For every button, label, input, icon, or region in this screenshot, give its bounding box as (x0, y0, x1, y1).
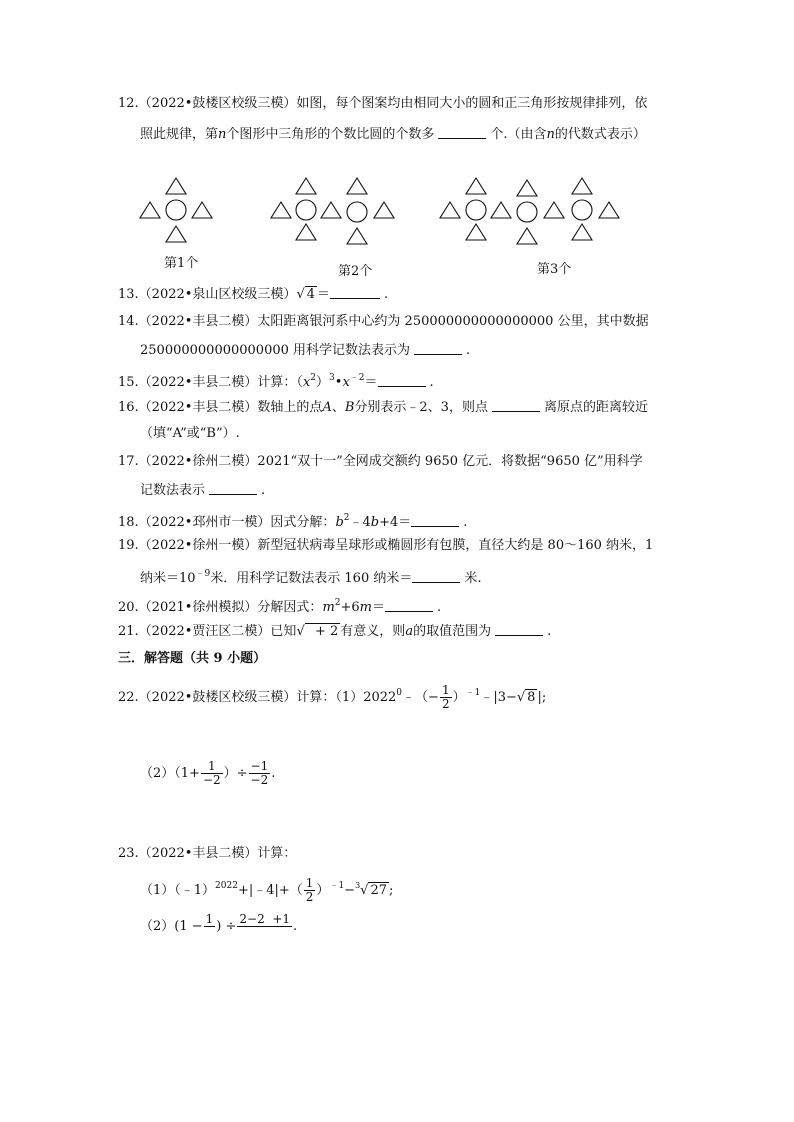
triangle-shape (347, 228, 367, 244)
q16-line2: （填“A”或“B”）. (140, 426, 240, 441)
q23-part2: （2）(1 − 1 ) ÷ 2−2 +1 . (140, 913, 297, 940)
triangle-shape (347, 178, 367, 194)
fraction: 2−2 +1 (239, 912, 291, 926)
circle-shape (517, 202, 537, 222)
circle-shape (466, 200, 486, 220)
fraction: 1 (205, 912, 214, 926)
fraction: $\frac{1}{2}$ (441, 683, 450, 711)
q16-line1: 16.（2022•丰县二模）数轴上的点A、B分别表示﹣2、3，则点 离原点的距离较近 (118, 400, 648, 415)
q14-answer-blank[interactable] (414, 342, 462, 355)
triangle-shape (491, 202, 511, 218)
figure-1-caption: 第1个 (164, 256, 199, 271)
q20: 20.（2021•徐州模拟）分解因式：$m^2+6m=$ . (118, 598, 442, 615)
triangle-shape (140, 202, 160, 218)
circle-shape (296, 200, 316, 220)
q17-line1: 17.（2022•徐州二模）2021“双十一”全网成交额约 9650 亿元．将数据“9650 亿”用科学 (118, 454, 643, 469)
q16-answer-blank[interactable] (492, 399, 540, 412)
q15: 15.（2022•丰县二模）计算：$(x^2)^3•x^{﹣2}=$ . (118, 373, 434, 390)
q14-line2: 250000000000000000 用科学记数法表示为 . (140, 343, 471, 358)
q12-line1: 12.（2022•鼓楼区校级三模）如图，每个图案均由相同大小的圆和正三角形按规律排列，依 (118, 96, 648, 111)
q18: 18.（2022•邳州市一模）因式分解：$b^2﹣4b+4=$ . (118, 513, 468, 530)
circle-shape (572, 200, 592, 220)
q15-answer-blank[interactable] (378, 374, 426, 387)
triangle-shape (192, 202, 212, 218)
triangle-shape (466, 224, 486, 240)
q23-part1: （1）（﹣1）$^{2022}$+|﹣4|+（ $\frac{1}{2}$ ）$^{﹣1}$−$^3$√ 27 ; (140, 876, 394, 904)
triangle-shape (166, 226, 186, 242)
figure-3-caption: 第3个 (537, 262, 572, 277)
q17-line2: 记数法表示 . (140, 483, 266, 498)
triangle-shape (166, 178, 186, 194)
triangle-shape (374, 202, 394, 218)
triangle-shape (599, 202, 619, 218)
q13-answer-blank[interactable] (330, 286, 380, 299)
triangle-shape (321, 202, 341, 218)
triangle-shape (271, 202, 291, 218)
q21: 21.（2022•贾汪区二模）已知√ + 2 有意义，则a的取值范围为 . (118, 624, 552, 639)
fraction: $\frac{-1}{-2}$ (250, 759, 269, 787)
q19-line1: 19.（2022•徐州一模）新型冠状病毒呈球形或椭圆形有包膜，直径大约是 80～160 纳米，1 (118, 538, 654, 553)
fraction: $\frac{1}{2}$ (305, 876, 314, 904)
circle-shape (166, 200, 186, 220)
q23-title: 23.（2022•丰县二模）计算： (118, 846, 297, 861)
triangle-shape (544, 202, 564, 218)
triangle-shape (440, 202, 460, 218)
section-heading: 三．解答题（共 9 小题） (118, 651, 267, 666)
triangle-shape (517, 180, 537, 196)
q21-answer-blank[interactable] (495, 623, 543, 636)
triangle-shape (572, 178, 592, 194)
triangle-shape (296, 224, 316, 240)
q20-answer-blank[interactable] (385, 599, 433, 612)
q13: 13.（2022•泉山区校级三模）√ 4 ＝ . (118, 287, 389, 302)
figure-2-caption: 第2个 (338, 264, 373, 279)
q22-part1: 22.（2022•鼓楼区校级三模）计算：$(1)2022^0﹣(-$ $\frac{1}{2}$ ）$^{﹣1}$﹣|3−√ 8 |; (118, 683, 547, 711)
q18-answer-blank[interactable] (411, 514, 459, 527)
triangle-shape (572, 224, 592, 240)
q19-answer-blank[interactable] (412, 570, 460, 583)
circle-shape (347, 202, 367, 222)
triangle-shape (296, 178, 316, 194)
fraction: $\frac{1}{-2}$ (202, 759, 221, 787)
q12-line2: 照此规律，第n个图形中三角形的个数比圆的个数多 个.（由含n的代数式表示） (140, 127, 646, 142)
triangle-shape (517, 228, 537, 244)
q17-answer-blank[interactable] (209, 482, 257, 495)
triangle-shape (466, 178, 486, 194)
q19-line2: 纳米$=10^{﹣9}$米．用科学记数法表示 160 纳米＝ 米. (140, 569, 482, 586)
q22-part2: （2）（1+ $\frac{1}{-2}$ ）÷ $\frac{-1}{-2}$ . (140, 759, 276, 787)
q14-line1: 14.（2022•丰县二模）太阳距离银河系中心约为 250000000000000000 公里，其中数据 (118, 314, 649, 329)
